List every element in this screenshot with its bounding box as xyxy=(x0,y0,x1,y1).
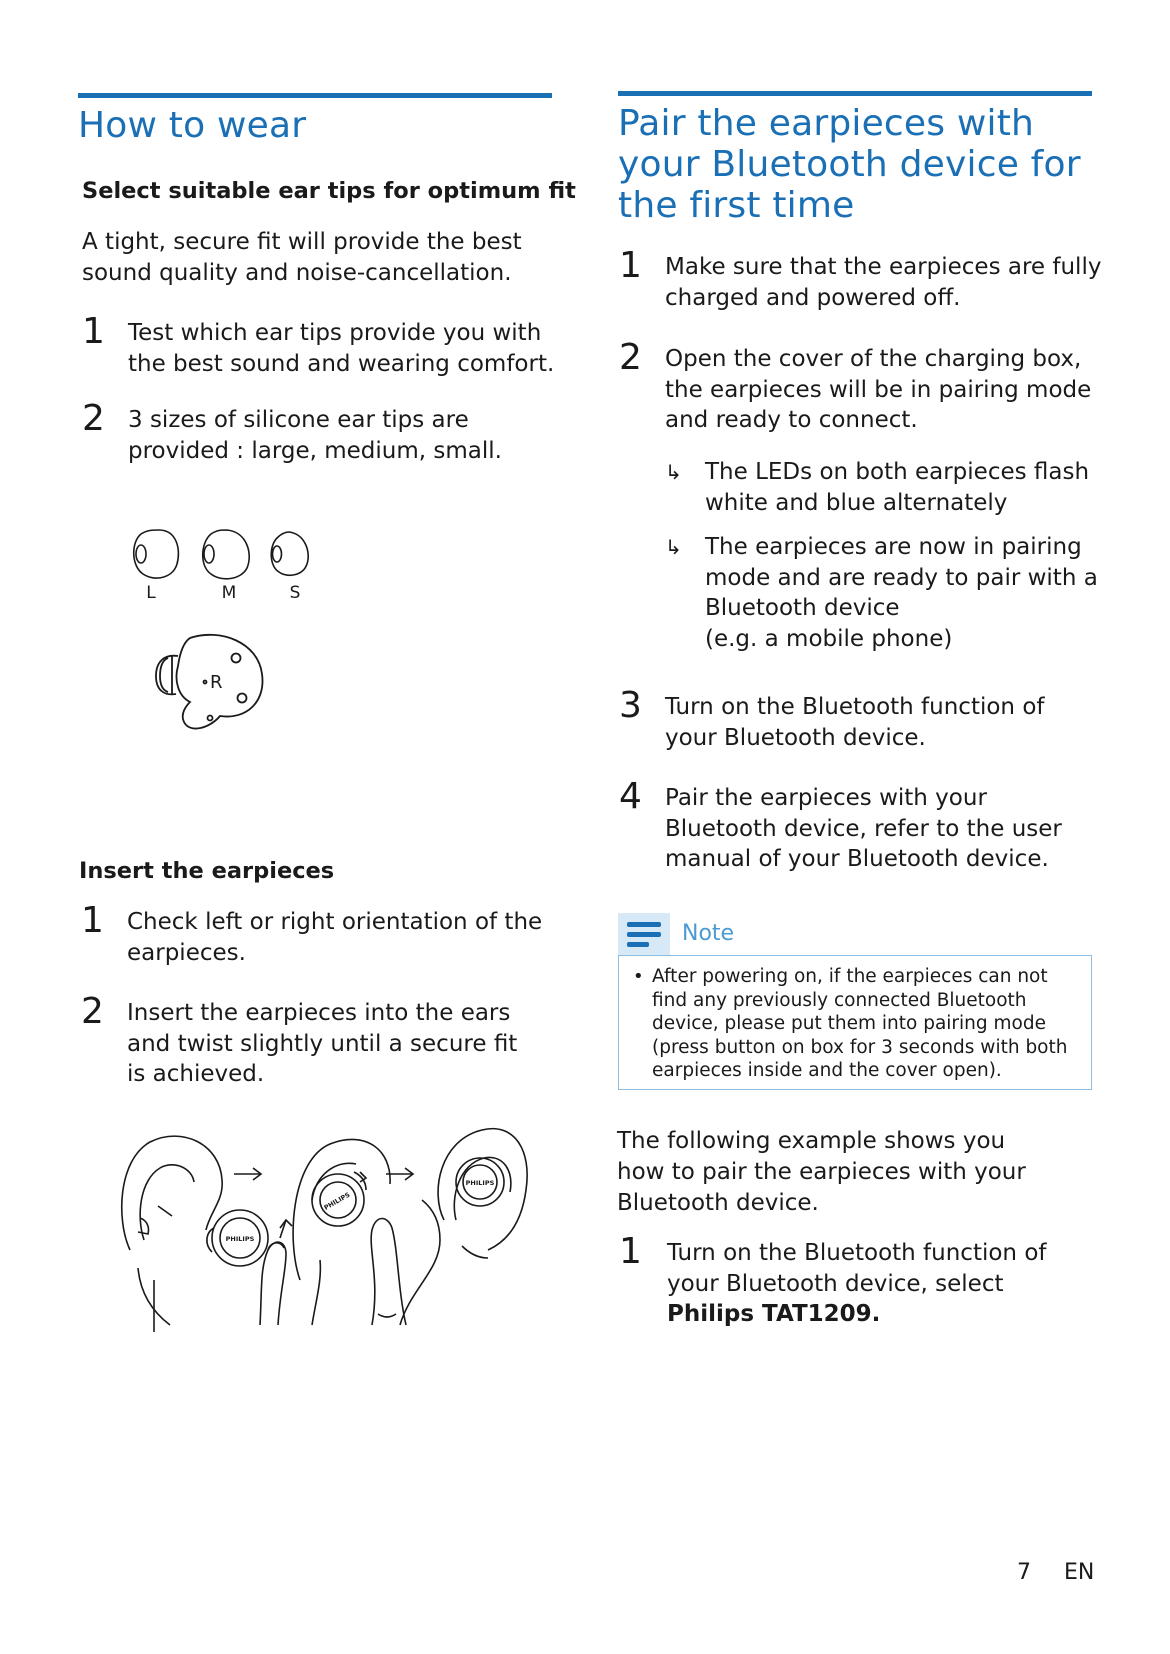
step-text: Test which ear tips provide you with the best sound and wearing comfort. xyxy=(128,320,555,377)
tip-label-m: M xyxy=(221,583,237,603)
section-title-how-to-wear: How to wear xyxy=(78,105,307,146)
step-text: Check left or right orientation of the earpieces. xyxy=(127,909,543,966)
brand-mark-1: PHILIPS xyxy=(225,1235,255,1243)
page-number: 7 xyxy=(1017,1560,1031,1585)
insert-subheading: Insert the earpieces xyxy=(79,858,335,884)
step-text xyxy=(667,1238,1067,1330)
brand-mark-3: PHILIPS xyxy=(465,1179,495,1187)
note-box xyxy=(618,955,1092,1090)
note-icon xyxy=(618,913,670,956)
step-number: 2 xyxy=(619,337,642,378)
tip-label-s: S xyxy=(289,583,301,603)
step-number: 1 xyxy=(619,1231,642,1272)
ear-tips-illustration xyxy=(125,520,335,610)
note-label: Note xyxy=(682,921,735,946)
step-number: 4 xyxy=(619,776,642,817)
note-bullet: • xyxy=(633,966,644,987)
step-text: Make sure that the earpieces are fully charged and powered off. xyxy=(665,254,1102,311)
step-text: 3 sizes of silicone ear tips are provided : large, medium, small. xyxy=(128,407,502,464)
section-title-pairing: Pair the earpieces with your Bluetooth device for the first time xyxy=(618,103,1081,226)
step-text: Insert the earpieces into the ears and twist slightly until a secure fit is achieved. xyxy=(127,1000,518,1087)
earpiece-r-mark: R xyxy=(210,672,223,693)
left-title-rule xyxy=(78,93,552,98)
step-number: 1 xyxy=(619,245,642,286)
step-text: Pair the earpieces with your Bluetooth device, refer to the user manual of your Bluetooth device. xyxy=(665,785,1062,872)
insertion-illustration xyxy=(110,1120,560,1335)
language-code: EN xyxy=(1064,1560,1095,1585)
earpiece-illustration xyxy=(150,630,275,740)
tip-label-l: L xyxy=(146,583,156,603)
example-step-text: Turn on the Bluetooth function of your Bluetooth device, select xyxy=(667,1240,1047,1297)
fit-subheading: Select suitable ear tips for optimum fit xyxy=(82,178,576,204)
device-name: Philips TAT1209. xyxy=(667,1301,881,1327)
step-text: Turn on the Bluetooth function of your Bluetooth device. xyxy=(665,694,1045,751)
note-header xyxy=(618,913,918,958)
step-text: Open the cover of the charging box, the earpieces will be in pairing mode and ready to connect. xyxy=(665,346,1092,433)
right-title-rule xyxy=(618,91,1092,96)
step-number: 1 xyxy=(81,900,104,941)
result-arrow-icon: ↳ xyxy=(665,460,682,484)
result-arrow-icon: ↳ xyxy=(665,535,682,559)
fit-intro: A tight, secure fit will provide the best sound quality and noise-cancellation. xyxy=(82,229,522,286)
step-number: 2 xyxy=(82,398,105,439)
result-text: The earpieces are now in pairing mode and are ready to pair with a Bluetooth device xyxy=(705,534,1098,621)
note-text: After powering on, if the earpieces can not find any previously connected Bluetooth device, please put them into pairing mode (press button on box for 3 seconds with both earpieces inside and the cover open). xyxy=(652,966,1068,1081)
result-text: (e.g. a mobile phone) xyxy=(705,626,953,652)
brand-mark-2: PHILIPS xyxy=(322,1190,352,1212)
result-text: The LEDs on both earpieces flash white and blue alternately xyxy=(705,459,1090,516)
example-intro: The following example shows you how to pair the earpieces with your Bluetooth device. xyxy=(617,1128,1026,1216)
step-number: 3 xyxy=(619,685,642,726)
step-number: 2 xyxy=(81,991,104,1032)
step-number: 1 xyxy=(82,311,105,352)
